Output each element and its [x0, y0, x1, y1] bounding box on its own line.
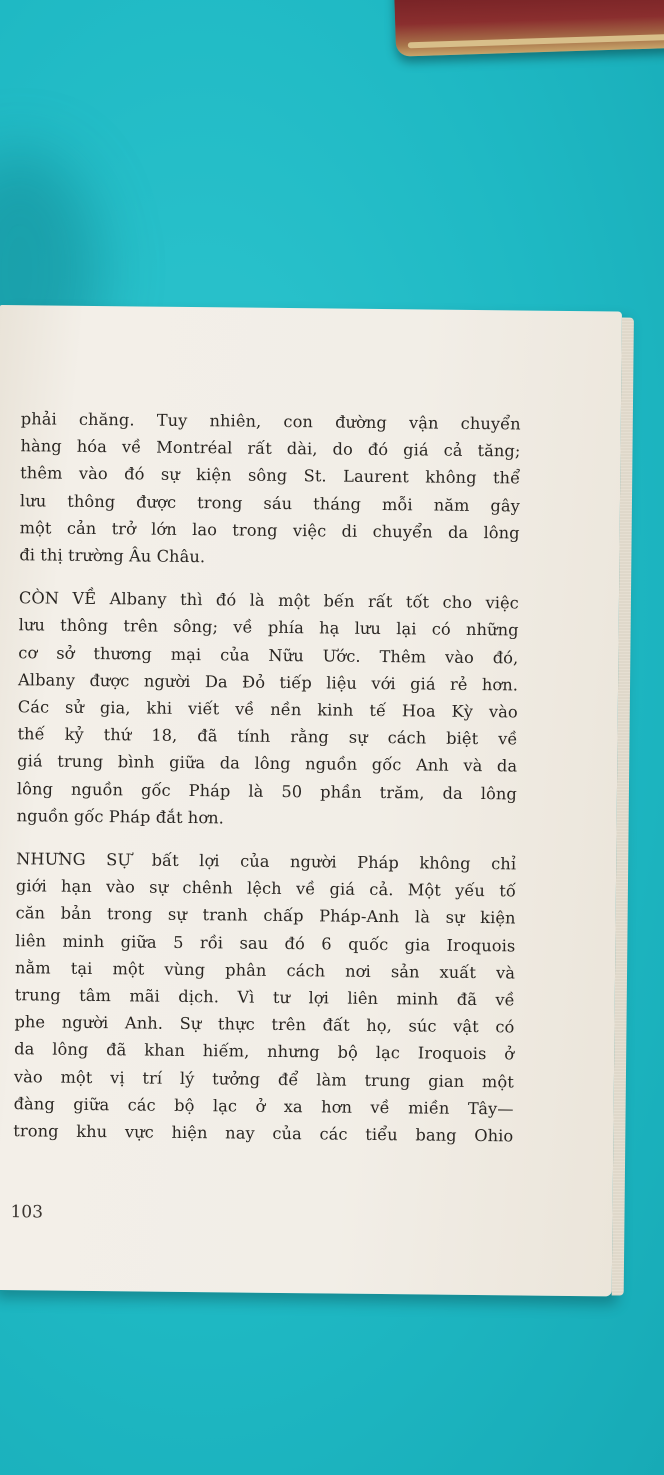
text-line: NHƯNG SỰ bất lợi của người Pháp không chỉ: [16, 849, 517, 874]
book-page-edges: [408, 33, 664, 48]
text-line: giới hạn vào sự chênh lệch về giá cả. Một yếu tố: [15, 876, 516, 901]
book-page: [0, 305, 622, 1296]
page-number: 103: [10, 1202, 44, 1223]
text-line: cơ sở thương mại của Nữu Ước. Thêm vào đó,: [18, 642, 519, 668]
text-line: da lông đã khan hiếm, nhưng bộ lạc Iroquois ở: [14, 1039, 515, 1064]
paragraph-1: [19, 405, 521, 573]
text-line: lưu thông được trong sáu tháng mỗi năm gây: [19, 490, 521, 516]
text-line: nguồn gốc Pháp đắt hơn.: [16, 806, 225, 828]
text-line: lưu thông trên sông; về phía hạ lưu lại có những: [18, 615, 519, 640]
text-line: vào một vị trí lý tưởng để làm trung gian một: [13, 1066, 514, 1092]
text-line: liên minh giữa 5 rồi sau đó 6 quốc gia Iroquois: [15, 930, 516, 956]
text-line: CÒN VỀ Albany thì đó là một bến rất tốt cho việc: [18, 588, 520, 613]
text-line: Các sử gia, khi viết về nền kinh tế Hoa Kỳ vào: [17, 697, 518, 722]
text-line: thêm vào đó sự kiện sông St. Laurent không thể: [20, 463, 521, 488]
text-line: giá trung bình giữa da lông nguồn gốc Anh và da: [17, 751, 518, 776]
page-text: [13, 405, 521, 1165]
text-line: nằm tại một vùng phân cách nơi sản xuất và: [14, 958, 516, 983]
paragraph-2: [17, 584, 520, 834]
text-line: căn bản trong sự tranh chấp Pháp-Anh là sự kiện: [15, 903, 516, 928]
text-line: thế kỷ thứ 18, đã tính rằng sự cách biệt về: [17, 724, 518, 749]
text-line: trung tâm mãi dịch. Vì tư lợi liên minh đã về: [14, 985, 515, 1010]
text-line: hàng hóa về Montréal rất dài, do đó giá cả tăng;: [20, 436, 521, 461]
red-book-corner: [394, 0, 664, 57]
paragraph-3: [13, 845, 516, 1149]
page-stack-edge: [612, 318, 634, 1296]
text-line: phải chăng. Tuy nhiên, con đường vận chuyển: [20, 409, 521, 434]
text-line: Albany được người Da Đỏ tiếp liệu với giá rẻ hơn.: [17, 670, 519, 695]
text-line: phe người Anh. Sự thực trên đất họ, súc vật có: [14, 1012, 515, 1037]
text-line: đàng giữa các bộ lạc ở xa hơn về miền Tây—: [13, 1094, 514, 1119]
text-line: một cản trở lớn lao trong việc di chuyển da lông: [19, 518, 520, 543]
text-line: lông nguồn gốc Pháp là 50 phần trăm, da lông: [16, 778, 518, 804]
text-line: trong khu vực hiện nay của các tiểu bang Ohio: [13, 1121, 514, 1146]
text-line: đi thị trường Âu Châu.: [19, 545, 206, 567]
